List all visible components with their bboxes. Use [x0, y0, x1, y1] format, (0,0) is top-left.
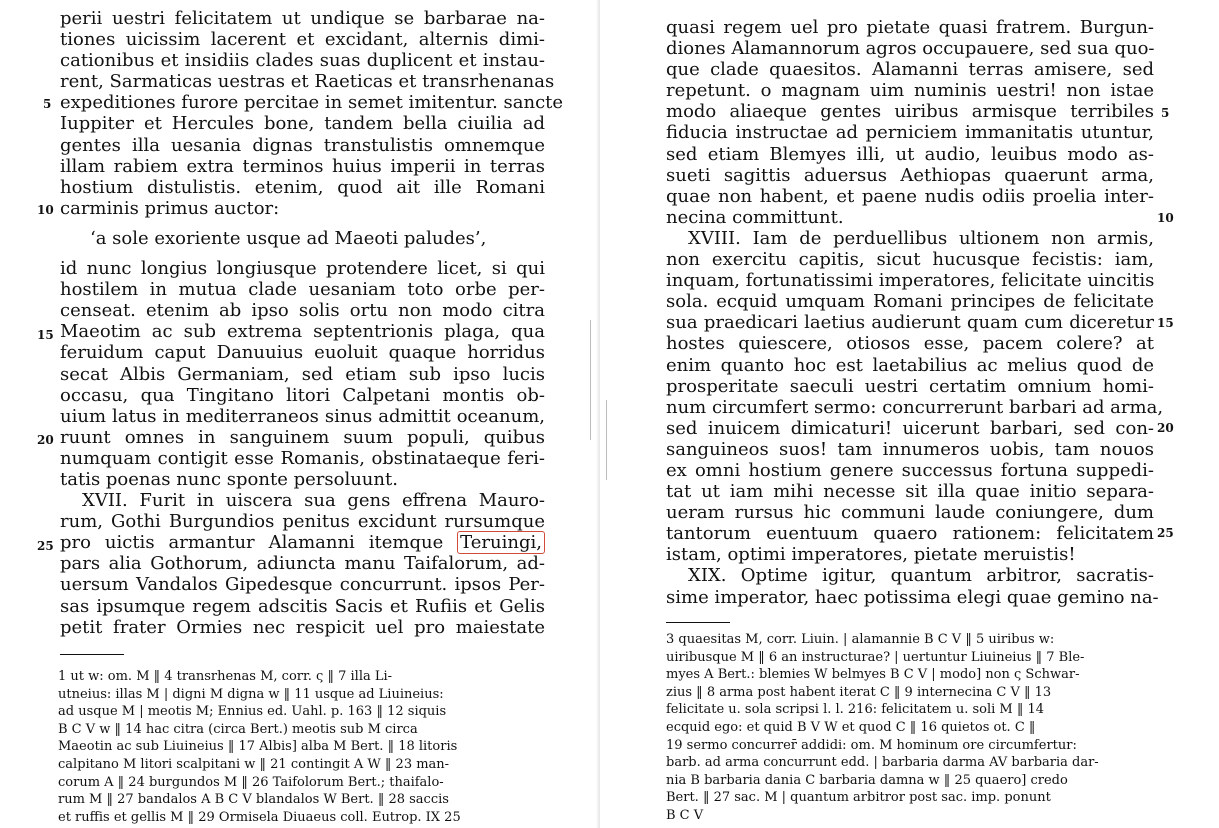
- text-line: ex omni hostium genere successus fortuna suppedi-: [666, 459, 1154, 481]
- text-line: inquam, fortunatissimi imperatores, felicitate uincitis: [666, 270, 1155, 292]
- text-line: carminis primus auctor:: [60, 197, 280, 219]
- footnote-line: Maeotin ac sub Liuineius ‖ 17 Albis] alba M Bert. ‖ 18 litoris: [58, 739, 458, 755]
- line-number: 15: [1157, 316, 1174, 330]
- line-number: 20: [37, 433, 54, 447]
- line-number: 5: [1161, 106, 1170, 120]
- text-line: Iuppiter et Hercules bone, tandem bella ciuilia ad: [60, 113, 545, 135]
- footnote-line: felicitate u. sola scripsi l. l. 216: felicitatem u. soli M ‖ 14: [666, 702, 1045, 718]
- text-line: modo aliaeque gentes uiribus armisque terribiles: [666, 101, 1154, 123]
- text-line: sed inuicem dimicaturi! uicerunt barbari, sed con-: [666, 417, 1154, 439]
- text-line: cationibus et insidiis clades suas duplicent et instau-: [60, 50, 545, 72]
- text-line: que clade quaesitos. Alamanni terras amisere, sed: [666, 59, 1154, 81]
- text-line: hostium distulistis. etenim, quod ait ille Romani: [60, 176, 545, 198]
- text-line: uersum Vandalos Gipedesque concurrunt. ipsos Per-: [60, 574, 545, 596]
- footnote-line: 1 ut w: om. M ‖ 4 transrhenas M, corr. ς ‖ 7 illa Li-: [58, 669, 393, 684]
- footnote-line: 3 quaesitas M, corr. Liuin. | alamannie B C V ‖ 5 uiribus w:: [666, 632, 1055, 647]
- text-line: sola. ecquid umquam Romani principes de felicitate: [666, 291, 1154, 313]
- text-line: gentes illa uesania dignas transtulistis omnemque: [60, 134, 545, 156]
- text-line: sanguineos suos! tam innumeros uobis, tam nouos: [666, 438, 1154, 460]
- text-line: hostilem in mutua clade uesaniam toto orbe per-: [60, 279, 545, 301]
- scan-mark: [590, 320, 591, 440]
- quotation-line: ‘a sole exoriente usque ad Maeoti paludes’,: [90, 227, 487, 249]
- text-line: illam rabiem extra terminos huius imperii in terras: [60, 155, 545, 177]
- footnote-line: et ruffis et gellis M ‖ 29 Ormisela Diuaeus coll. Eutrop. IX 25: [58, 809, 461, 825]
- right-page: [600, 0, 1219, 828]
- text-line: Maeotim ac sub extrema septentrionis plaga, qua: [60, 321, 545, 343]
- text-line: sua praedicari laetius audierunt quam cum diceretur: [666, 312, 1154, 334]
- text-line: hostes quiescere, otiosos esse, pacem colere? at: [666, 333, 1154, 355]
- text-line: ruunt omnes in sanguinem suum populi, quibus: [60, 426, 545, 448]
- line-number: 25: [1157, 526, 1174, 540]
- footnote-line: 19 sermo concurrer̄ addidi: om. M hominum ore circumfertur:: [666, 737, 1077, 753]
- text-line: censeat. etenim ab ipso solis ortu non modo citra: [60, 300, 545, 322]
- text-line: rum, Gothi Burgundios penitus excidunt rursumque: [60, 511, 545, 533]
- footnote-line: zius ‖ 8 arma post habent iterat C ‖ 9 internecina C V ‖ 13: [666, 684, 1052, 700]
- footnote-rule: [666, 622, 730, 623]
- footnote-line: uiribusque M ‖ 6 an instructurae? | uertuntur Liuineius ‖ 7 Ble-: [666, 649, 1085, 665]
- scan-mark: [606, 400, 607, 480]
- text-line: feruidum caput Danuuius euoluit quaque horridus: [60, 342, 545, 364]
- text-line: necina committunt.: [666, 206, 844, 228]
- highlighted-word[interactable]: Teruingi,: [457, 531, 545, 554]
- text-line: quae non habent, et paene nudis odiis proelia inter-: [666, 185, 1154, 207]
- left-page: [0, 0, 600, 828]
- footnote-line: nia B barbaria dania C barbaria damna w ‖ 25 quaero] credo: [666, 772, 1068, 788]
- text-line: perii uestri felicitatem ut undique se barbarae na-: [60, 8, 545, 29]
- text-line: rent, Sarmaticas uestras et Raeticas et transrhenanas: [60, 71, 555, 93]
- footnote-line: corum A ‖ 24 burgundos M ‖ 26 Taifolorum Bert.; thaifalo-: [58, 774, 444, 790]
- text-line: occasu, qua Tingitano litori Calpetani montis ob-: [60, 384, 545, 406]
- line-number: 15: [37, 328, 54, 342]
- footnote-line: B C V: [666, 807, 704, 823]
- text-line: num circumfert sermo: concurrerunt barbari ad arma,: [666, 396, 1164, 418]
- text-line: enim quanto hoc est laetabilius ac melius quod de: [666, 354, 1154, 376]
- line-number: 5: [43, 97, 52, 111]
- footnote-line: calpitano M litori scalpitani w ‖ 21 contingit A W ‖ 23 man-: [58, 756, 450, 772]
- line-number: 20: [1157, 421, 1174, 435]
- text-segment: pro uictis armantur Alamanni itemque: [60, 532, 444, 554]
- text-line: prosperitate saeculi uestri certatim omnium homi-: [666, 375, 1154, 397]
- footnote-line: barb. ad arma concurrunt edd. | barbaria darma AV barbaria dar-: [666, 755, 1099, 771]
- text-line: diones Alamannorum agros occupauere, sed sua quo-: [666, 38, 1155, 60]
- footnote-line: utneius: illas M | digni M digna w ‖ 11 usque ad Liuineius:: [58, 686, 444, 702]
- line-number: 10: [37, 203, 54, 217]
- text-line: sime imperator, haec potissima elegi quae gemino na-: [666, 586, 1159, 608]
- line-number: 10: [1157, 211, 1174, 225]
- text-line: istam, optimi imperatores, pietate meruistis!: [666, 544, 1076, 566]
- left-main-text: [60, 8, 564, 638]
- text-line: sed etiam Blemyes illi, ut audio, leuibus modo as-: [666, 143, 1154, 165]
- section-heading-xviii: XVIII. Iam de perduellibus ultionem non armis,: [688, 227, 1154, 249]
- text-line: petit frater Ormies nec respicit uel pro maiestate: [60, 616, 545, 638]
- footnote-line: B C V w ‖ 14 hac citra (circa Bert.) meotis sub M circa: [58, 721, 418, 737]
- footnote-line: rum M ‖ 27 bandalos A B C V blandalos W Bert. ‖ 28 saccis: [58, 792, 449, 808]
- text-line: id nunc longius longiusque protendere licet, si qui: [60, 258, 545, 280]
- text-line: [60, 532, 545, 553]
- text-line: secat Albis Germaniam, sed etiam sub ipso lucis: [60, 363, 545, 385]
- text-line: sas ipsumque regem adscitis Sacis et Rufiis et Gelis: [60, 595, 545, 617]
- text-line: tat ut iam mihi necesse sit illa quae initio separa-: [666, 481, 1154, 503]
- footnote-line: ad usque M | meotis M; Ennius ed. Uahl. p. 163 ‖ 12 siquis: [58, 704, 447, 720]
- text-line: tatis poenas nunc sponte persoluunt.: [60, 468, 398, 490]
- right-main-text: [666, 17, 1164, 608]
- left-footnotes: [58, 668, 546, 826]
- text-line: fiducia instructae ad perniciem immanitatis utuntur,: [666, 122, 1154, 144]
- line-number: 25: [37, 539, 54, 553]
- text-line: numquam contigit esse Romanis, obstinataeque feri-: [60, 447, 545, 469]
- text-line: uium latus in mediterraneos sinus admittit oceanum,: [60, 405, 545, 427]
- footnote-line: Bert. ‖ 27 sac. M | quantum arbitror post sac. imp. ponunt: [666, 790, 1051, 806]
- text-line: expeditiones furore percitae in semet imitentur. sancte: [60, 92, 564, 114]
- right-footnotes: [666, 631, 1152, 825]
- section-heading-xvii: XVII. Furit in uiscera sua gens effrena Mauro-: [82, 490, 545, 512]
- footnote-rule: [60, 654, 124, 655]
- text-line: quasi regem uel pro pietate quasi fratrem. Burgun-: [666, 17, 1154, 38]
- footnote-line: myes A Bert.: blemies W belmyes B C V | modo] non ς Schwar-: [666, 667, 1080, 683]
- section-heading-xix: XIX. Optime igitur, quantum arbitror, sacratis-: [688, 565, 1154, 587]
- text-line: tiones uicissim lacerent et excidant, alternis dimi-: [60, 29, 545, 51]
- text-line: sueti sagittis aduersus Aethiopas quaerunt arma,: [666, 164, 1154, 186]
- text-line: pars alia Gothorum, adiuncta manu Taifalorum, ad-: [60, 553, 545, 575]
- text-line: repetunt. o magnam uim numinis uestri! non istae: [666, 80, 1154, 102]
- footnote-line: ecquid ego: et quid B V W et quod C ‖ 16 quietos ot. C ‖: [666, 719, 1036, 735]
- text-line: ueram rursus hic communi laude coniungere, dum: [666, 502, 1154, 524]
- text-line: non exercitu capitis, sicut hucusque fecistis: iam,: [666, 249, 1154, 271]
- text-line: tantorum euentuum quaero rationem: felicitatem: [666, 523, 1154, 545]
